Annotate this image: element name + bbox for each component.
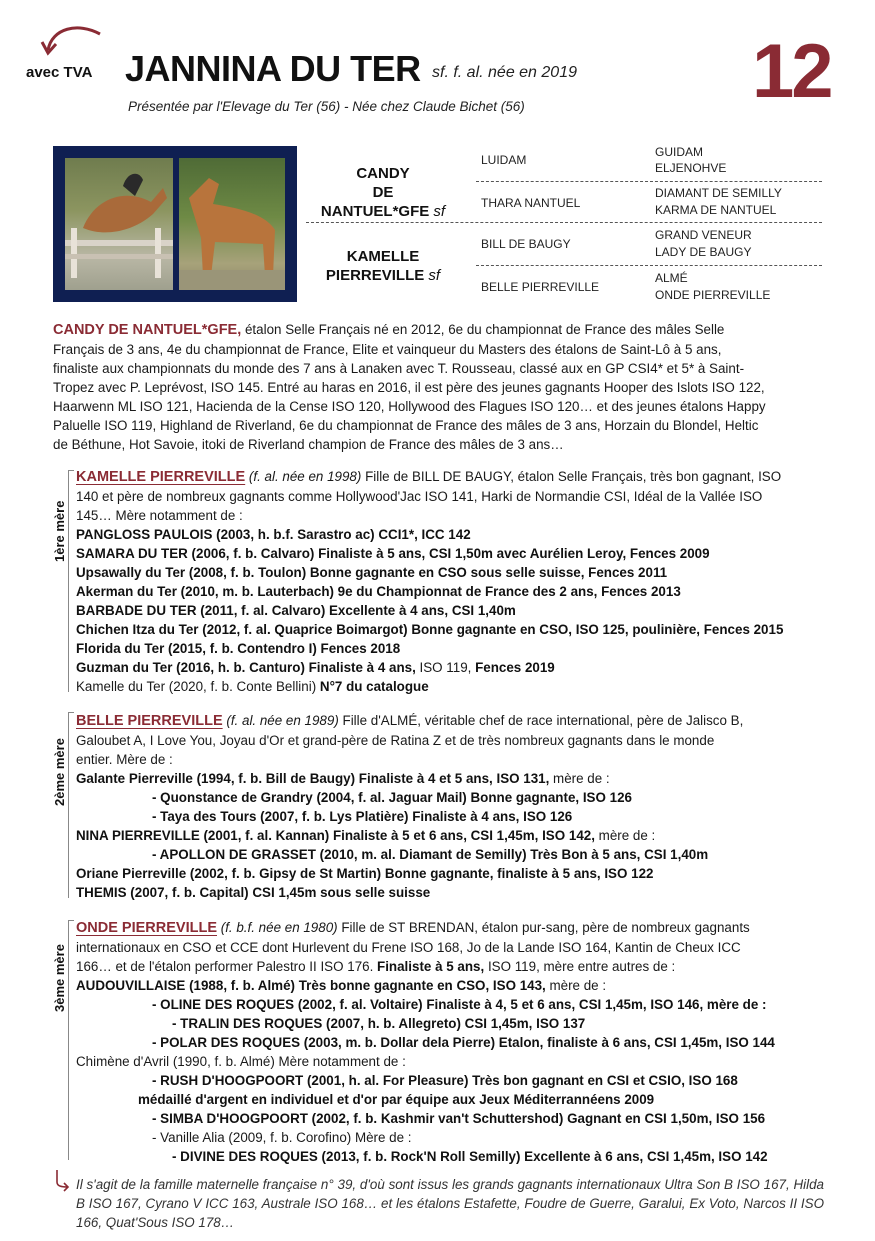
family-note: Il s'agit de la famille maternelle française n° 39, d'où sont issus les grands gagnants internationaux Ultra Son B ISO 167, Hilda B ISO 167, Cyrano V ICC 163, Australe ISO 168… et les étalons Estafette, Foudre de Guerre, Garalui, Ex Voto, Narcos II ISO 166, Quat'Sous ISO 178…: [76, 1177, 824, 1230]
second-dam-text: entier. Mère de :: [76, 752, 173, 767]
sire-text-line: de Béthune, Hot Savoie, itoki de Riverland champion de France des mâles de 3 ans…: [53, 437, 564, 452]
produce-line: - DIVINE DES ROQUES (2013, f. b. Rock'N Roll Semilly) Excellente à 6 ans, CSI 1,45m, ISO 142: [172, 1149, 768, 1164]
pedigree-sd: THARA NANTUEL: [481, 196, 581, 210]
produce-line: Galante Pierreville (1994, f. b. Bill de Baugy) Finaliste à 4 et 5 ans, ISO 131,: [76, 771, 550, 786]
sire-paragraph: [53, 320, 823, 454]
third-dam-label: 3ème mère: [52, 944, 67, 1012]
pedigree-ddd: ONDE PIERREVILLE: [655, 288, 771, 302]
sire-name-line2: DE NANTUEL*GFE: [320, 184, 430, 220]
second-dam-text: Fille d'ALMÉ, véritable chef de race international, père de Jalisco B,: [342, 713, 744, 728]
produce-line: mère de :: [594, 828, 656, 843]
produce-line: Florida du Ter (2015, f. b. Contendro I) Fences 2018: [76, 641, 401, 656]
dam-name-line1: KAMELLE: [346, 248, 420, 265]
sire-text-line: Français de 3 ans, 4e du championnat de France, Elite et vainqueur du Masters des étalons de Saint-Lô à 5 ans,: [53, 342, 722, 357]
dam-breed: sf: [428, 267, 441, 284]
sire-name-line1: CANDY: [356, 165, 410, 182]
second-dam-bracket: [68, 712, 69, 898]
sire-breed: sf: [433, 203, 446, 220]
produce-line: BARBADE DU TER (2011, f. al. Calvaro) Excellente à 4 ans, CSI 1,40m: [76, 603, 516, 618]
produce-line: mère de :: [549, 771, 610, 786]
produce-line: médaillé d'argent en individuel et d'or par équipe aux Jeux Méditerrannéens 2009: [138, 1092, 655, 1107]
first-dam-text: 140 et père de nombreux gagnants comme Hollywood'Jac ISO 141, Harki de Normandie CSI, Idéal de la Vallée ISO: [76, 489, 763, 504]
third-dam-section: [76, 918, 823, 1166]
tva-label: avec TVA: [26, 64, 93, 81]
produce-line: - TRALIN DES ROQUES (2007, h. b. Allegreto) CSI 1,45m, ISO 137: [172, 1016, 586, 1031]
pedigree-sss: GUIDAM: [655, 145, 703, 159]
sire-text-line: étalon Selle Français né en 2012, 6e du championnat de France des mâles Selle: [244, 322, 725, 337]
dam-name-line2: PIERREVILLE: [325, 267, 425, 284]
produce-line: - Quonstance de Grandry (2004, f. al. Jaguar Mail) Bonne gagnante, ISO 126: [152, 790, 632, 805]
pedigree-divider-main: [306, 222, 822, 223]
sire-text-line: Haarwenn ML ISO 121, Hacienda de la Cense ISO 120, Hollywood des Flagues ISO 120… et des jeunes étalons Happy: [53, 399, 766, 414]
third-dam-name: ONDE PIERREVILLE: [76, 920, 217, 936]
first-dam-label: 1ère mère: [52, 500, 67, 562]
return-arrow-icon: [52, 1168, 72, 1192]
horse-meta: sf. f. al. née en 2019: [432, 64, 577, 81]
pedigree-divider-dam: [476, 265, 822, 266]
produce-line: mère de :: [545, 978, 607, 993]
pedigree-sdd: KARMA DE NANTUEL: [655, 203, 777, 217]
horse-photo: [53, 146, 297, 302]
produce-line: AUDOUVILLAISE (1988, f. b. Almé) Très bonne gagnante en CSO, ISO 143,: [76, 978, 546, 993]
curved-arrow-icon: [38, 20, 108, 60]
first-dam-text: Fille de BILL DE BAUGY, étalon Selle Français, très bon gagnant, ISO: [365, 469, 782, 484]
catalogue-ref: N°7 du catalogue: [316, 679, 429, 694]
produce-line: - SIMBA D'HOOGPOORT (2002, f. b. Kashmir van't Schuttershod) Gagnant en CSI 1,50m, ISO 156: [152, 1111, 766, 1126]
pedigree-dd: BELLE PIERREVILLE: [481, 280, 600, 294]
pedigree-sds: DIAMANT DE SEMILLY: [655, 186, 782, 200]
first-dam-name: KAMELLE PIERREVILLE: [76, 469, 246, 485]
pedigree-sire: [318, 164, 448, 221]
produce-line: Upsawally du Ter (2008, f. b. Toulon) Bonne gagnante en CSO sous selle suisse, Fences 2011: [76, 565, 668, 580]
first-dam-bracket-top: [68, 470, 74, 471]
lot-number: 12: [752, 29, 831, 114]
second-dam-section: [76, 711, 823, 902]
second-dam-text: Galoubet A, I Love You, Joyau d'Or et grand-père de Ratina Z et de très nombreux gagnants dans le monde: [76, 733, 715, 748]
pedigree-dss: GRAND VENEUR: [655, 228, 752, 242]
second-dam-label: 2ème mère: [52, 738, 67, 806]
produce-line: - RUSH D'HOOGPOORT (2001, h. al. For Pleasure) Très bon gagnant en CSI et CSIO, ISO 168: [152, 1073, 738, 1088]
produce-line: Guzman du Ter (2016, h. b. Canturo) Finaliste à 4 ans,: [76, 660, 416, 675]
pedigree-ds: BILL DE BAUGY: [481, 237, 571, 251]
third-dam-bracket-top: [68, 920, 74, 921]
third-dam-bracket: [68, 920, 69, 1160]
horse-name: JANNINA DU TER: [125, 48, 421, 89]
pedigree-ss: LUIDAM: [481, 153, 527, 167]
pedigree-dds: ALMÉ: [655, 271, 688, 285]
produce-line: PANGLOSS PAULOIS (2003, h. b.f. Sarastro ac) CCI1*, ICC 142: [76, 527, 471, 542]
first-dam-bracket: [68, 470, 69, 692]
third-dam-text: internationaux en CSO et CCE dont Hurlevent du Frene ISO 168, Jo de la Lande ISO 164, Kantin de Cheux ICC: [76, 940, 741, 955]
produce-line: THEMIS (2007, f. b. Capital) CSI 1,45m sous selle suisse: [76, 885, 431, 900]
standing-photo: [179, 158, 285, 290]
first-dam-section: [76, 467, 823, 696]
produce-line: Akerman du Ter (2010, m. b. Lauterbach) 9e du Championnat de France des 2 ans, Fences 2013: [76, 584, 681, 599]
produce-line: Fences 2019: [471, 660, 555, 675]
third-dam-text: ISO 119, mère entre autres de :: [484, 959, 676, 974]
first-dam-text: 145… Mère notamment de :: [76, 508, 243, 523]
produce-line: - OLINE DES ROQUES (2002, f. al. Voltaire) Finaliste à 4, 5 et 6 ans, CSI 1,45m, ISO 146, mère de :: [152, 997, 767, 1012]
produce-line: Kamelle du Ter (2020, f. b. Conte Bellini): [76, 679, 317, 694]
produce-line: Chimène d'Avril (1990, f. b. Almé) Mère notamment de :: [76, 1054, 406, 1069]
pedigree-dsd: LADY DE BAUGY: [655, 245, 752, 259]
pedigree-divider-sire: [476, 181, 822, 182]
produce-line: Chichen Itza du Ter (2012, f. al. Quaprice Boimargot) Bonne gagnante en CSO, ISO 125, poulinière, Fences 2015: [76, 622, 784, 637]
sire-text-line: finaliste aux championnats du monde des 7 ans à Lanaken avec T. Rousseau, classé aux en GP CSI4* et 5* à Saint-: [53, 361, 745, 376]
sire-text-line: Paluelle ISO 119, Highland de Riverland, 6e du championnat de France des mâles de 3 ans, Horzain du Blondel, Heltic: [53, 418, 759, 433]
sire-paragraph-name: CANDY DE NANTUEL*GFE,: [53, 322, 242, 338]
presented-by: Présentée par l'Elevage du Ter (56) - Née chez Claude Bichet (56): [128, 99, 525, 114]
produce-line: SAMARA DU TER (2006, f. b. Calvaro) Finaliste à 5 ans, CSI 1,50m avec Aurélien Leroy, Fences 2009: [76, 546, 710, 561]
second-dam-name: BELLE PIERREVILLE: [76, 713, 223, 729]
second-dam-meta: (f. al. née en 1989): [226, 713, 339, 728]
third-dam-meta: (f. b.f. née en 1980): [220, 920, 338, 935]
produce-line: NINA PIERREVILLE (2001, f. al. Kannan) Finaliste à 5 et 6 ans, CSI 1,45m, ISO 142,: [76, 828, 595, 843]
first-dam-meta: (f. al. née en 1998): [248, 469, 362, 484]
produce-line: - POLAR DES ROQUES (2003, m. b. Dollar dela Pierre) Etalon, finaliste à 6 ans, CSI 1,45m, ISO 144: [152, 1035, 775, 1050]
third-dam-text: Fille de ST BRENDAN, étalon pur-sang, père de nombreux gagnants: [341, 920, 750, 935]
jumping-photo: [65, 158, 173, 290]
produce-line: - Taya des Tours (2007, f. b. Lys Platière) Finaliste à 4 ans, ISO 126: [152, 809, 573, 824]
third-dam-text: 166… et de l'étalon performer Palestro II ISO 176.: [76, 959, 374, 974]
produce-line: - Vanille Alia (2009, f. b. Corofino) Mère de :: [152, 1130, 412, 1145]
produce-line: Oriane Pierreville (2002, f. b. Gipsy de St Martin) Bonne gagnante, finaliste à 5 ans, ISO 122: [76, 866, 654, 881]
pedigree-dam: [318, 247, 448, 285]
produce-line: ISO 119,: [415, 660, 472, 675]
sire-text-line: Tropez avec P. Leprévost, ISO 145. Entré au haras en 2016, il est père des jeunes gagnants Hooper des Islots ISO 122,: [53, 380, 765, 395]
second-dam-bracket-top: [68, 712, 74, 713]
third-dam-text: Finaliste à 5 ans,: [373, 959, 485, 974]
produce-line: - APOLLON DE GRASSET (2010, m. al. Diamant de Semilly) Très Bon à 5 ans, CSI 1,40m: [152, 847, 709, 862]
pedigree-ssd: ELJENOHVE: [655, 161, 727, 175]
